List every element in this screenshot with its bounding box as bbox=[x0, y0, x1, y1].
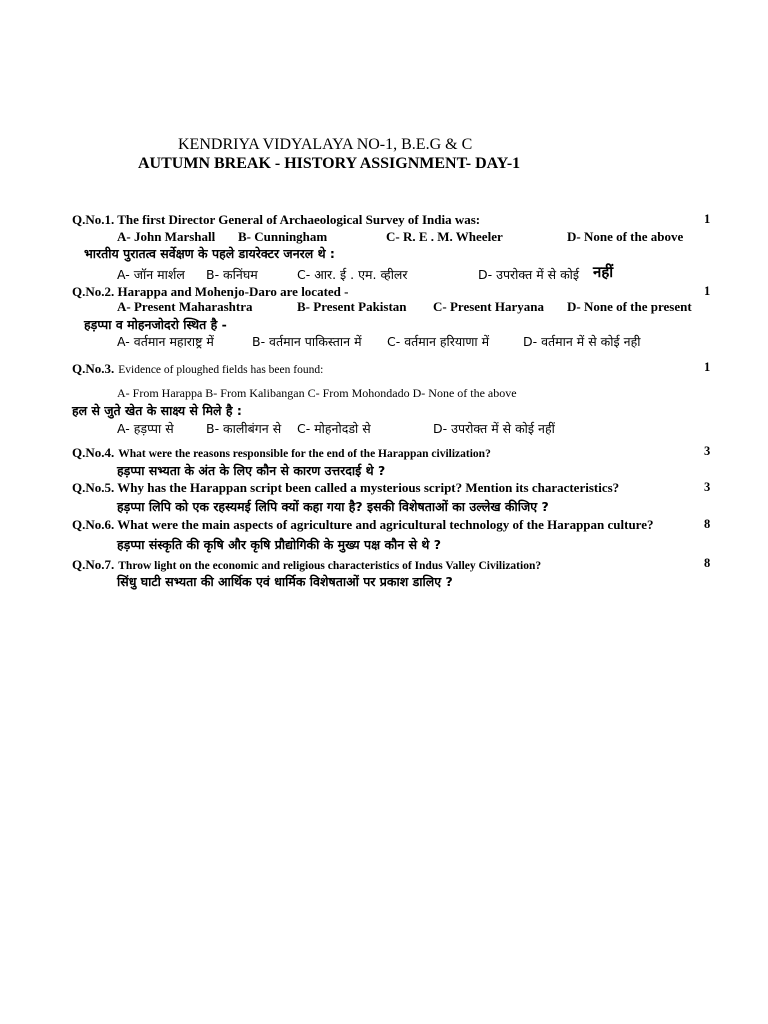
question-6-text: Q.No.6. What were the main aspects of agriculture and agricultural technology of the Harappan culture? bbox=[72, 517, 654, 532]
q2-hindi-option-c: C- वर्तमान हरियाणा में bbox=[387, 334, 490, 349]
q2-option-c: C- Present Haryana bbox=[433, 299, 544, 314]
q3-hindi-option-d: D- उपरोक्त में से कोई नहीं bbox=[433, 421, 555, 436]
q2-option-d: D- None of the present bbox=[567, 299, 692, 314]
question-6-marks: 8 bbox=[704, 517, 711, 531]
q1-hindi-option-d: D- उपरोक्त में से कोई bbox=[478, 267, 580, 282]
q2-hindi-option-b: B- वर्तमान पाकिस्तान में bbox=[252, 334, 362, 349]
question-2-marks: 1 bbox=[704, 284, 711, 298]
question-4-hindi: हड़प्पा सभ्यता के अंत के लिए कौन से कारण उत्तरदाई थे ? bbox=[117, 463, 386, 478]
q3-options: A- From Harappa B- From Kalibangan C- From Mohondado D- None of the above bbox=[117, 386, 517, 400]
question-1-marks: 1 bbox=[704, 212, 711, 226]
q1-hindi-option-d-end: नहीं bbox=[593, 263, 614, 281]
question-3 bbox=[72, 360, 323, 378]
q1-option-b: B- Cunningham bbox=[238, 229, 328, 244]
q1-option-d: D- None of the above bbox=[567, 229, 684, 244]
question-5-hindi: हड़प्पा लिपि को एक रहस्यमई लिपि क्यों कहा गया है? इसकी विशेषताओं का उल्लेख कीजिए ? bbox=[117, 499, 549, 514]
question-7-marks: 8 bbox=[704, 556, 711, 570]
question-3-label: Q.No.3. bbox=[72, 361, 115, 376]
school-name: KENDRIYA VIDYALAYA NO-1, B.E.G & C bbox=[178, 136, 473, 153]
q2-option-a: A- Present Maharashtra bbox=[117, 299, 253, 314]
question-3-marks: 1 bbox=[704, 360, 711, 374]
question-4-text: What were the reasons responsible for the end of the Harappan civilization? bbox=[118, 448, 491, 460]
q1-hindi-option-b: B- कनिंघम bbox=[206, 267, 258, 282]
question-7-hindi: सिंधु घाटी सभ्यता की आर्थिक एवं धार्मिक विशेषताओं पर प्रकाश डालिए ? bbox=[117, 574, 453, 589]
q3-hindi-option-c: C- मोहनोदडो से bbox=[297, 421, 371, 436]
question-5-marks: 3 bbox=[704, 480, 711, 494]
question-4-marks: 3 bbox=[704, 444, 711, 458]
q3-hindi-option-a: A- हड़प्पा से bbox=[117, 421, 174, 436]
q1-hindi-option-c: C- आर. ई . एम. व्हीलर bbox=[297, 267, 408, 282]
question-2-hindi: हड़प्पा व मोहनजोदरो स्थित है - bbox=[84, 317, 227, 332]
q2-hindi-option-d: D- वर्तमान में से कोई नही bbox=[523, 334, 641, 349]
question-4-label: Q.No.4. bbox=[72, 445, 115, 460]
assignment-title: AUTUMN BREAK - HISTORY ASSIGNMENT- DAY-1 bbox=[138, 155, 521, 172]
q1-option-c: C- R. E . M. Wheeler bbox=[386, 229, 503, 244]
question-3-text: Evidence of ploughed fields has been found: bbox=[118, 364, 324, 376]
question-5-text: Q.No.5. Why has the Harappan script been called a mysterious script? Mention its characteristics? bbox=[72, 480, 620, 495]
q2-option-b: B- Present Pakistan bbox=[297, 299, 407, 314]
question-1-text: Q.No.1. The first Director General of Archaeological Survey of India was: bbox=[72, 212, 481, 227]
q1-hindi-option-a: A- जॉन मार्शल bbox=[117, 267, 185, 282]
q3-hindi-option-b: B- कालीबंगन से bbox=[206, 421, 282, 436]
question-1-hindi: भारतीय पुरातत्व सर्वेक्षण के पहले डायरेक्टर जनरल थे : bbox=[84, 246, 335, 261]
question-4 bbox=[72, 444, 491, 462]
question-7-text: Throw light on the economic and religious characteristics of Indus Valley Civilization? bbox=[118, 560, 542, 572]
q1-option-a: A- John Marshall bbox=[117, 229, 216, 244]
question-6-hindi: हड़प्पा संस्कृति की कृषि और कृषि प्रौद्योगिकी के मुख्य पक्ष कौन से थे ? bbox=[117, 537, 441, 552]
question-2-text: Q.No.2. Harappa and Mohenjo-Daro are located - bbox=[72, 284, 349, 299]
question-7-label: Q.No.7. bbox=[72, 557, 115, 572]
question-3-hindi: हल से जुते खेत के साक्ष्य से मिले है : bbox=[72, 403, 242, 418]
q2-hindi-option-a: A- वर्तमान महाराष्ट्र में bbox=[117, 334, 214, 349]
question-7 bbox=[72, 556, 541, 574]
